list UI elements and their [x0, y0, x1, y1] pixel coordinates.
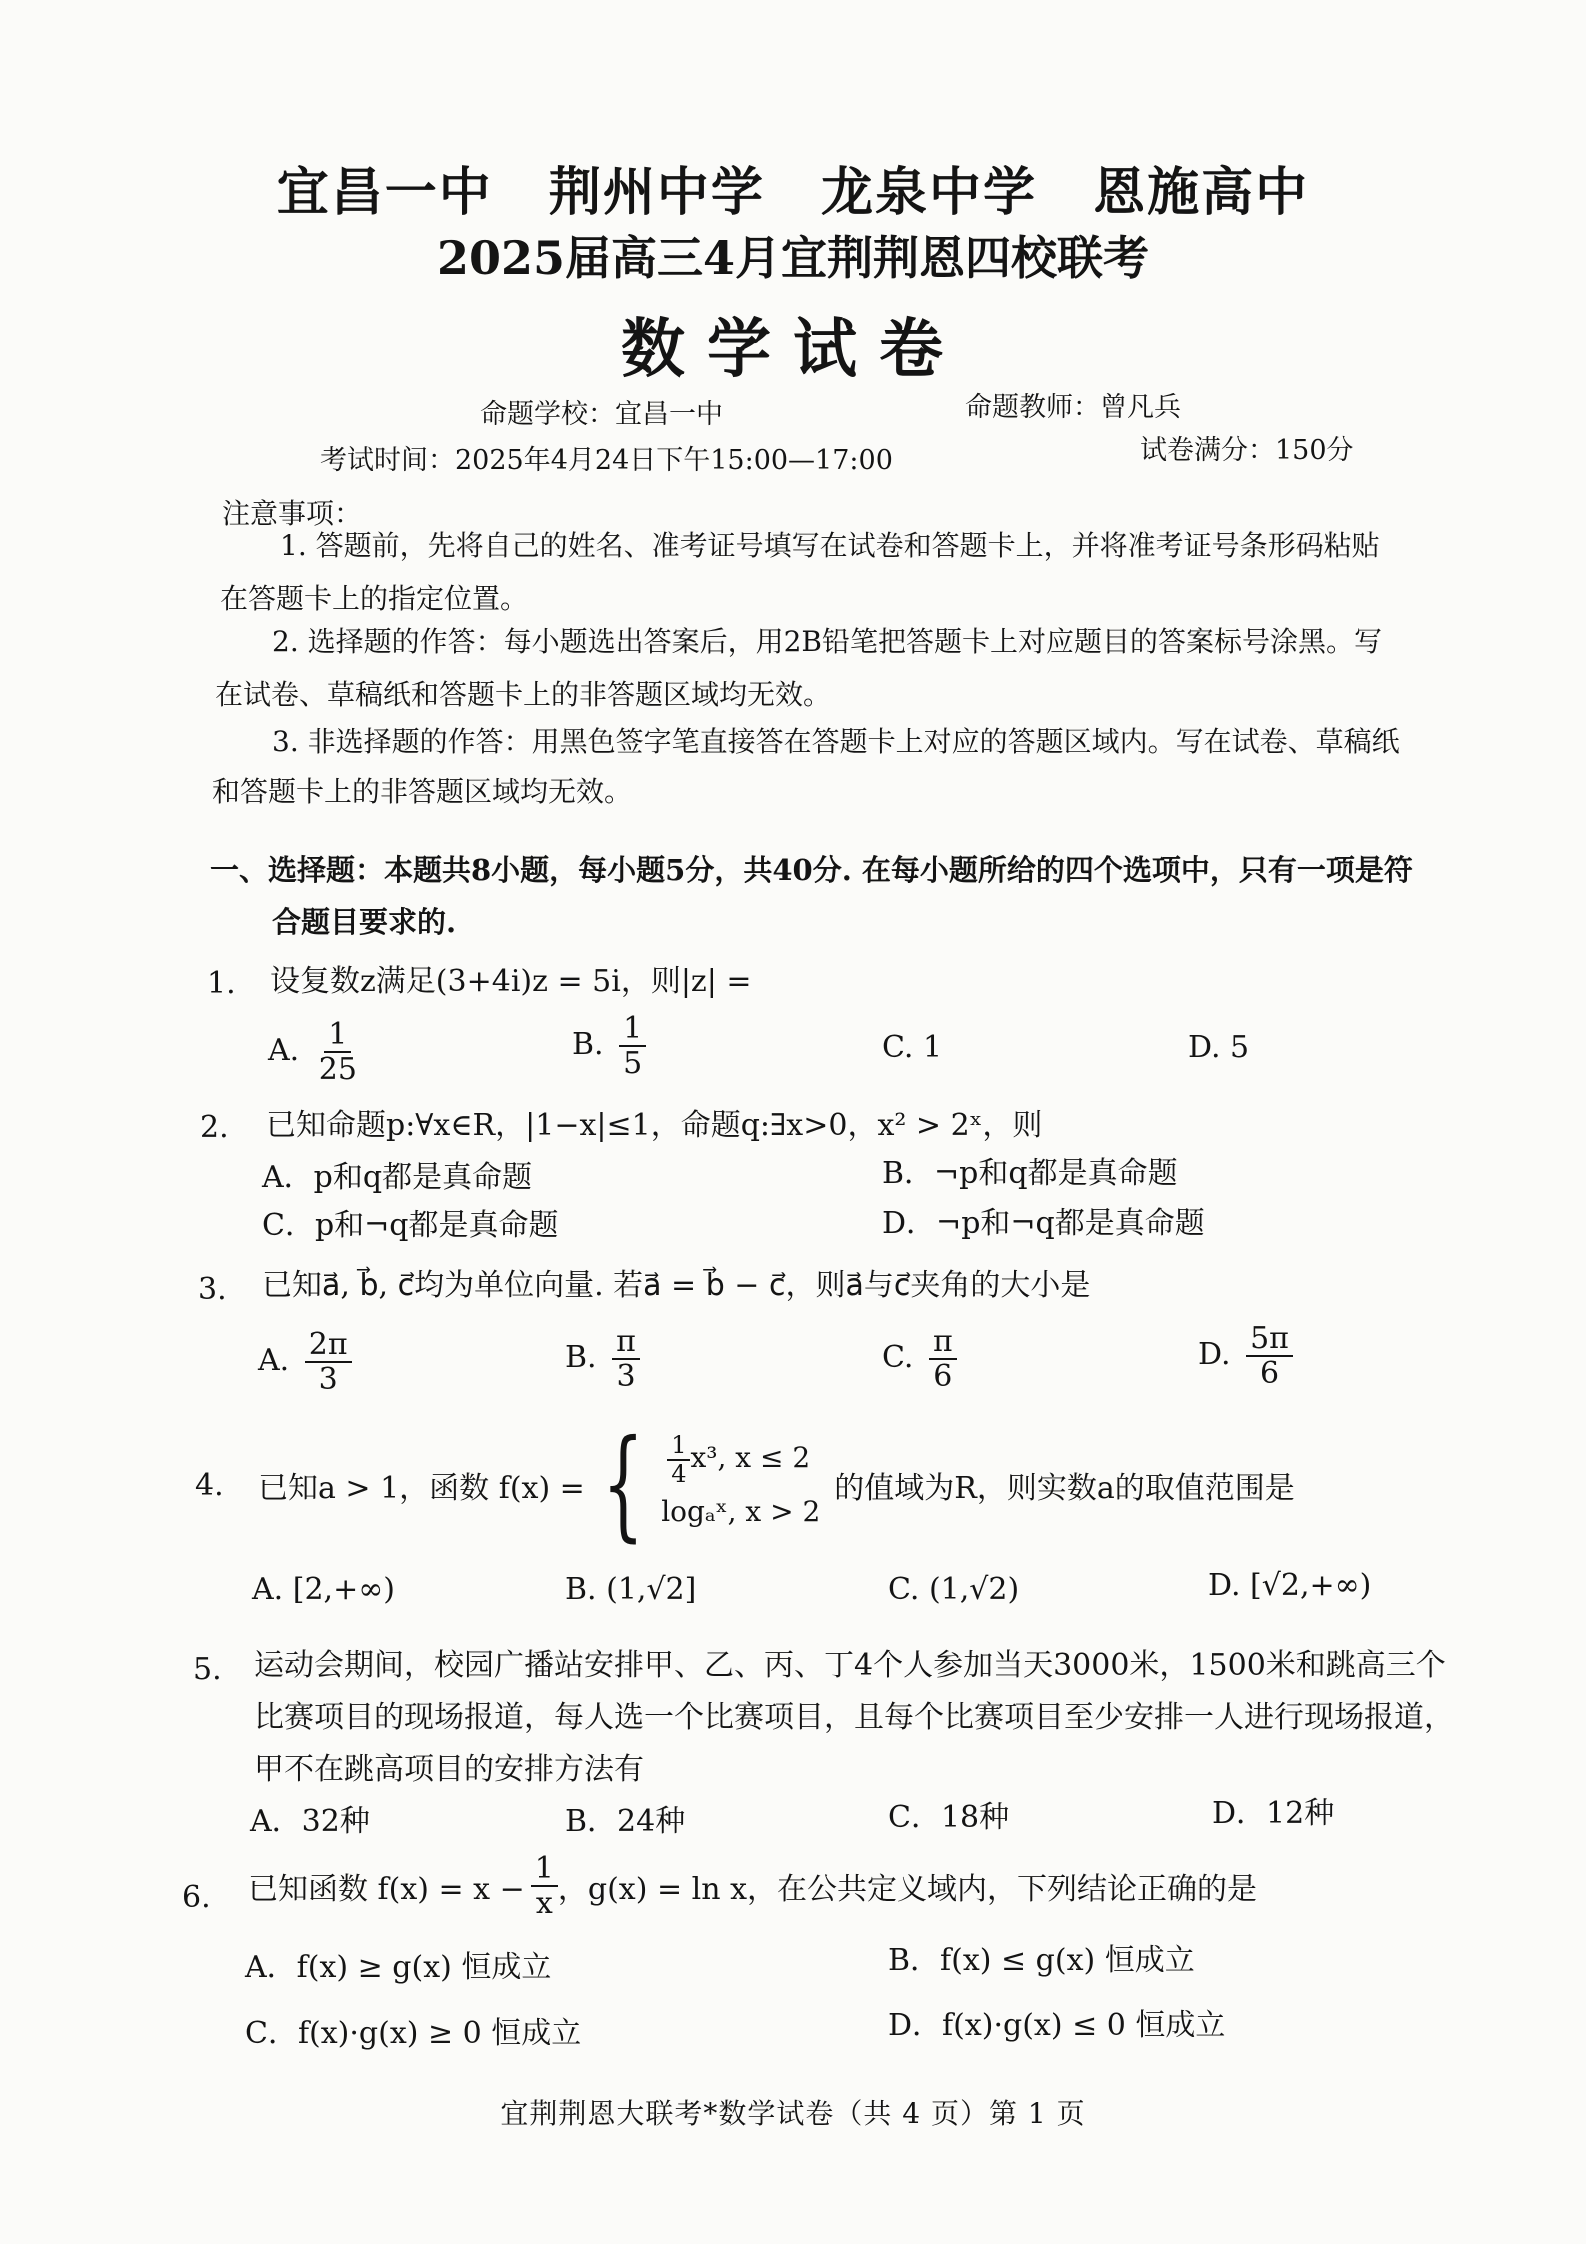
option-b: B．¬p和q都是真命题 [882, 1156, 1178, 1191]
option-a: A．f(x) ≥ g(x) 恒成立 [245, 1950, 552, 1985]
option-b: B. $\frac{1}{5}$ [572, 1012, 646, 1080]
question-number: 6. [182, 1880, 211, 1915]
section-heading: 一、选择题：本题共8小题，每小题5分，共40分. 在每小题所给的四个选项中，只有一项是符 [210, 853, 1413, 887]
option-c: C. $\frac{\pi}{6}$ [882, 1325, 957, 1393]
question-line: 甲不在跳高项目的安排方法有 [254, 1752, 644, 1787]
note-2-cont: 在试卷、草稿纸和答题卡上的非答题区域均无效。 [215, 678, 832, 711]
option-d: D. [√2,+∞) [1208, 1568, 1372, 1603]
option-c: C. (1,√2) [888, 1572, 1020, 1607]
note-3-cont: 和答题卡上的非答题区域均无效。 [212, 775, 633, 808]
option-c: C. 1 [882, 1030, 943, 1065]
question-line: 运动会期间，校园广播站安排甲、乙、丙、丁4个人参加当天3000米，1500米和跳高三个 [254, 1648, 1446, 1683]
note-1: 1. 答题前，先将自己的姓名、准考证号填写在试卷和答题卡上，并将准考证号条形码粘贴 [280, 529, 1380, 562]
question-number: 3. [198, 1272, 227, 1307]
option-a: A. $\frac{2\pi}{3}$ [258, 1328, 352, 1396]
meta-score: 试卷满分：150分 [1140, 435, 1354, 466]
option-a: A．p和q都是真命题 [262, 1160, 533, 1195]
question-number: 4. [195, 1468, 224, 1503]
meta-time: 考试时间：2025年4月24日下午15:00—17:00 [320, 445, 893, 476]
option-b: B. (1,√2] [565, 1572, 697, 1607]
subject-title: 数学试卷 [621, 312, 965, 387]
option-c: C．p和¬q都是真命题 [262, 1208, 559, 1243]
school-name: 宜昌一中 [276, 162, 493, 223]
option-d: D．¬p和¬q都是真命题 [882, 1206, 1205, 1241]
question-number: 5. [193, 1652, 222, 1687]
note-1-cont: 在答题卡上的指定位置。 [220, 582, 529, 615]
meta-school: 命题学校：宜昌一中 [480, 399, 723, 430]
school-name: 荆州中学 [548, 162, 765, 223]
option-d: D. 5 [1188, 1030, 1250, 1065]
option-b: B．f(x) ≤ g(x) 恒成立 [888, 1943, 1195, 1978]
option-d: D. $\frac{5\pi}{6}$ [1198, 1322, 1293, 1390]
question-number: 1. [207, 966, 236, 1001]
option-a: A. $\frac{1}{25}$ [268, 1017, 357, 1087]
option-c: C．18种 [888, 1800, 1010, 1835]
option-d: D．12种 [1212, 1796, 1335, 1831]
page-footer: 宜荆荆恩大联考*数学试卷（共 4 页）第 1 页 [500, 2097, 1086, 2130]
question-stem: 已知a > 1，函数 f(x) = { $\frac{1}{4}$ x³, x ≤ 2 logₐˣ, x > 2 的值域为R，则实数a的取值范围是 [258, 1415, 1295, 1554]
question-stem: 已知命题p:∀x∈R，|1−x|≤1，命题q:∃x>0，x² > 2ˣ，则 [266, 1108, 1043, 1143]
notes-heading: 注意事项： [222, 497, 363, 530]
option-b: B．24种 [565, 1804, 686, 1839]
question-line: 比赛项目的现场报道，每人选一个比赛项目，且每个比赛项目至少安排一人进行现场报道， [254, 1700, 1454, 1735]
meta-teacher: 命题教师：曾凡兵 [965, 392, 1181, 423]
question-stem: 设复数z满足(3+4i)z = 5i，则|z| = [270, 964, 752, 999]
question-number: 2. [200, 1110, 229, 1145]
exam-title: 2025届高三4月宜荆荆恩四校联考 [436, 231, 1150, 285]
option-c: C．f(x)·g(x) ≥ 0 恒成立 [245, 2016, 582, 2051]
question-stem: 已知a⃗, b⃗, c⃗均为单位向量. 若a⃗ = b⃗ − c⃗，则a⃗与c⃗夹角的大小是 [262, 1268, 1091, 1303]
section-heading-cont: 合题目要求的. [272, 905, 457, 939]
school-name: 恩施高中 [1093, 162, 1310, 223]
question-stem: 已知函数 f(x) = x − $\frac{1}{x}$ ，g(x) = ln x，在公共定义域内，下列结论正确的是 [248, 1851, 1257, 1921]
option-d: D．f(x)·g(x) ≤ 0 恒成立 [888, 2008, 1226, 2043]
note-3: 3. 非选择题的作答：用黑色签字笔直接答在答题卡上对应的答题区域内。写在试卷、草稿纸 [272, 725, 1400, 758]
note-2: 2. 选择题的作答：每小题选出答案后，用2B铅笔把答题卡上对应题目的答案标号涂黑。写 [272, 625, 1383, 658]
option-b: B. $\frac{\pi}{3}$ [565, 1325, 640, 1393]
school-names [0, 150, 1586, 225]
option-a: A. [2,+∞) [252, 1572, 395, 1607]
school-name: 龙泉中学 [821, 162, 1038, 223]
option-a: A．32种 [250, 1804, 370, 1839]
